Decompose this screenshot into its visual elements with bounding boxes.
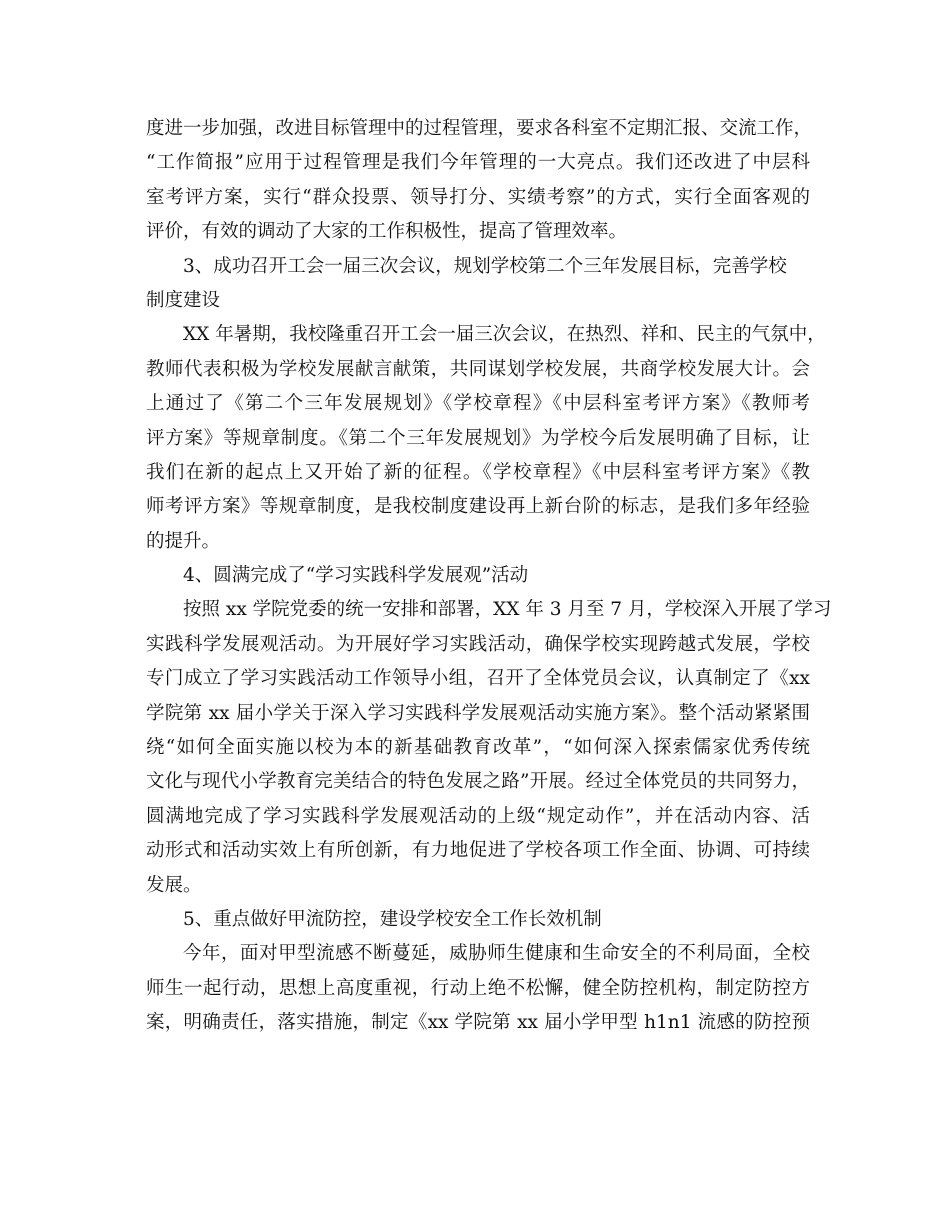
text-line: 评方案》等规章制度。《第二个三年发展规划》为学校今后发展明确了目标，让 (146, 427, 810, 449)
text-line: 动形式和活动实效上有所创新，有力地促进了学校各项工作全面、协调、可持续 (146, 840, 810, 862)
text-line: 4、圆满完成了“学习实践科学发展观”活动 (183, 565, 529, 587)
text-line: 的提升。 (146, 530, 221, 552)
text-line: 5、重点做好甲流防控，建设学校安全工作长效机制 (183, 908, 602, 930)
text-line: 制度建设 (146, 289, 221, 311)
text-line: 圆满地完成了学习实践科学发展观活动的上级“规定动作”，并在活动内容、活 (146, 805, 810, 827)
text-line: 按照 xx 学院党委的统一安排和部署，XX 年 3 月至 7 月，学校深入开展了学习 (183, 599, 832, 621)
text-line: 我们在新的起点上又开始了新的征程。《学校章程》《中层科室考评方案》《教 (146, 461, 810, 483)
text-line: 学院第 xx 届小学关于深入学习实践科学发展观活动实施方案》。整个活动紧紧围 (146, 702, 810, 724)
text-line: “工作简报”应用于过程管理是我们今年管理的一大亮点。我们还改进了中层科 (146, 152, 810, 174)
text-line: 上通过了《第二个三年发展规划》《学校章程》《中层科室考评方案》《教师考 (146, 393, 810, 415)
text-line: 今年，面对甲型流感不断蔓延，威胁师生健康和生命安全的不利局面，全校 (183, 943, 810, 965)
text-line: XX 年暑期，我校隆重召开工会一届三次会议，在热烈、祥和、民主的气氛中， (183, 324, 826, 346)
text-line: 3、成功召开工会一届三次会议，规划学校第二个三年发展目标，完善学校 (183, 255, 787, 277)
text-line: 师考评方案》等规章制度，是我校制度建设再上新台阶的标志，是我们多年经验 (146, 496, 810, 518)
text-line: 评价，有效的调动了大家的工作积极性，提高了管理效率。 (146, 221, 628, 243)
text-line: 度进一步加强，改进目标管理中的过程管理，要求各科室不定期汇报、交流工作， (146, 118, 813, 139)
document-body (146, 112, 832, 1041)
text-line: 室考评方案，实行“群众投票、领导打分、实绩考察”的方式，实行全面客观的 (146, 186, 810, 208)
text-line: 专门成立了学习实践活动工作领导小组，召开了全体党员会议，认真制定了《xx (146, 668, 810, 690)
text-line: 实践科学发展观活动。为开展好学习实践活动，确保学校实现跨越式发展，学校 (146, 633, 810, 655)
text-line: 教师代表积极为学校发展献言献策，共同谋划学校发展，共商学校发展大计。会 (146, 358, 810, 380)
text-line: 文化与现代小学教育完美结合的特色发展之路”开展。经过全体党员的共同努力， (146, 771, 810, 793)
text-line: 师生一起行动，思想上高度重视，行动上绝不松懈，健全防控机构，制定防控方 (146, 977, 810, 999)
text-line: 发展。 (146, 874, 202, 896)
text-line: 绕“如何全面实施以校为本的新基础教育改革”，“如何深入探索儒家优秀传统 (146, 737, 810, 759)
text-line: 案，明确责任，落实措施，制定《xx 学院第 xx 届小学甲型 h1n1 流感的防控预 (146, 1012, 810, 1034)
